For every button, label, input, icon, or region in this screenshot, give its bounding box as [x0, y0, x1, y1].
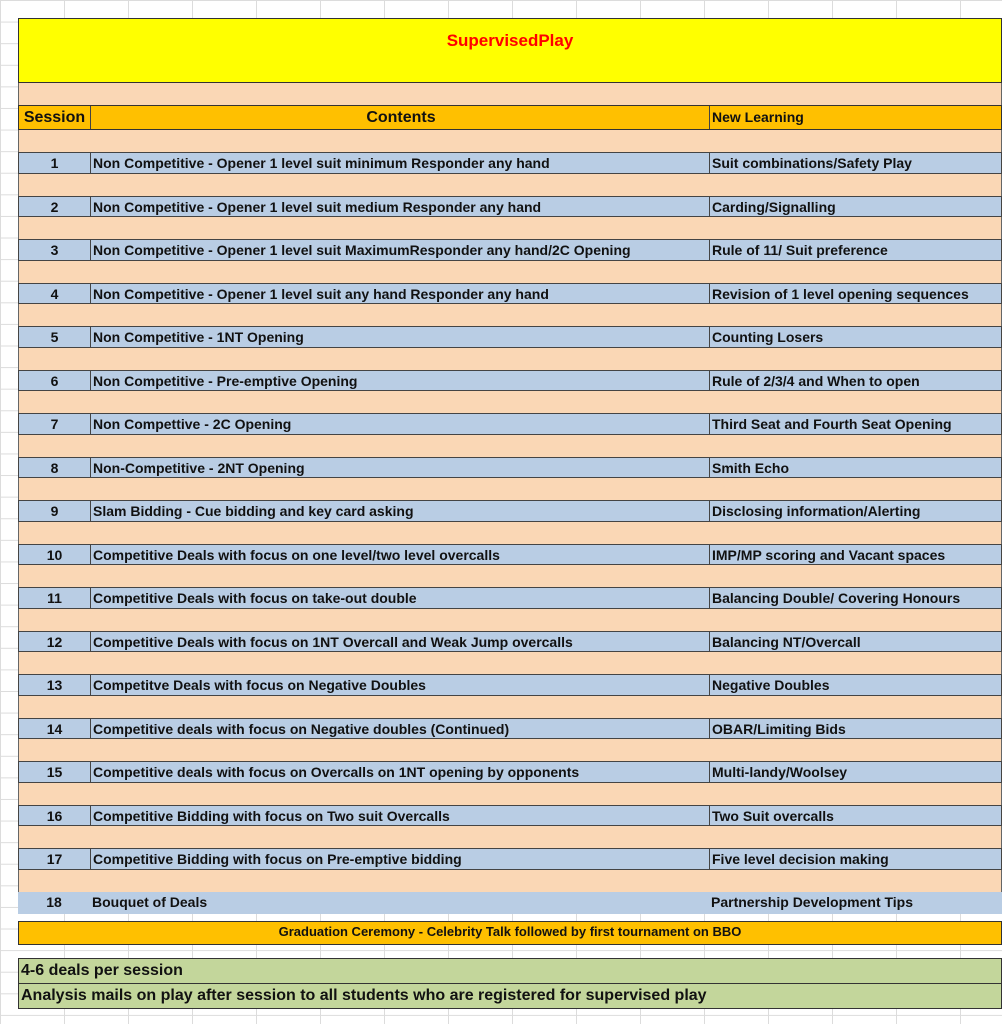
spacer-row[interactable]	[18, 783, 1002, 805]
table-row	[18, 631, 1002, 653]
spacer-row[interactable]	[18, 652, 1002, 674]
table-row	[18, 152, 1002, 174]
session-contents[interactable]: Non Competitive - Opener 1 level suit MaximumResponder any hand/2C Opening	[91, 240, 710, 260]
session-number[interactable]: 7	[19, 414, 91, 434]
session-new-learning[interactable]: Two Suit overcalls	[712, 807, 834, 824]
session-new-learning[interactable]: Balancing Double/ Covering Honours	[712, 590, 961, 606]
session-new-learning[interactable]: IMP/MP scoring and Vacant spaces	[712, 546, 946, 563]
session-number[interactable]: 17	[19, 849, 91, 869]
session-new-learning[interactable]: Five level decision making	[712, 851, 889, 867]
spacer-row[interactable]	[18, 348, 1002, 370]
session-new-learning[interactable]: Partnership Development Tips	[711, 893, 914, 910]
table-row	[18, 761, 1002, 783]
table-row	[18, 457, 1002, 479]
session-contents[interactable]: Non Competitive - Pre-emptive Opening	[91, 371, 710, 391]
session-contents[interactable]: Competitive Deals with focus on take-out double	[91, 588, 710, 608]
session-rows	[18, 130, 1002, 870]
session-number[interactable]: 4	[19, 284, 91, 304]
spacer-row[interactable]	[18, 696, 1002, 718]
session-number[interactable]: 14	[19, 719, 91, 739]
header-session[interactable]: Session	[19, 106, 91, 129]
spacer-row[interactable]	[18, 609, 1002, 631]
session-contents[interactable]: Non Competitive - Opener 1 level suit medium Responder any hand	[91, 197, 710, 217]
table-row	[18, 413, 1002, 435]
session-number[interactable]: 1	[19, 153, 91, 173]
header-contents[interactable]: Contents	[91, 106, 710, 129]
session-number[interactable]: 18	[46, 893, 62, 910]
spacer-row[interactable]	[18, 870, 1002, 892]
session-contents[interactable]: Competitive Bidding with focus on Pre-emptive bidding	[91, 849, 710, 869]
session-contents[interactable]: Non Compettive - 2C Opening	[91, 414, 710, 434]
session-number[interactable]: 10	[19, 545, 91, 565]
table-row	[18, 500, 1002, 522]
spreadsheet	[18, 18, 1002, 1009]
spacer-row[interactable]	[18, 522, 1002, 544]
session-contents[interactable]: Competitive Deals with focus on one level/two level overcalls	[91, 545, 710, 565]
spacer-row[interactable]	[18, 217, 1002, 239]
session-new-learning[interactable]: Multi-landy/Woolsey	[712, 764, 848, 780]
session-number[interactable]: 3	[19, 240, 91, 260]
table-row	[18, 326, 1002, 348]
spacer-row[interactable]	[18, 739, 1002, 761]
table-row	[18, 718, 1002, 740]
session-new-learning[interactable]: Counting Losers	[712, 329, 824, 345]
table-row	[18, 674, 1002, 696]
session-number[interactable]: 15	[19, 762, 91, 782]
session-contents[interactable]: Competitve Deals with focus on Negative Doubles	[91, 675, 710, 695]
table-row	[18, 848, 1002, 870]
title-block[interactable]	[18, 18, 1002, 83]
session-contents[interactable]: Non Competitive - 1NT Opening	[91, 327, 710, 347]
session-number[interactable]: 9	[19, 501, 91, 521]
session-new-learning[interactable]: Carding/Signalling	[712, 198, 836, 215]
session-new-learning[interactable]: OBAR/Limiting Bids	[712, 720, 846, 737]
spacer-row[interactable]	[18, 83, 1002, 105]
spacer-row[interactable]	[18, 435, 1002, 457]
session-number[interactable]: 12	[19, 632, 91, 652]
session-contents[interactable]: Competitive Bidding with focus on Two suit Overcalls	[91, 806, 710, 826]
note-line[interactable]: Analysis mails on play after session to all students who are registered for supervised play	[19, 983, 1001, 1008]
spacer-row[interactable]	[18, 826, 1002, 848]
table-row	[18, 544, 1002, 566]
session-contents[interactable]: Non Competitive - Opener 1 level suit minimum Responder any hand	[91, 153, 710, 173]
session-contents[interactable]: Competitive deals with focus on Overcalls on 1NT opening by opponents	[91, 762, 710, 782]
note-line[interactable]: 4-6 deals per session	[21, 961, 183, 979]
session-new-learning[interactable]: Balancing NT/Overcall	[712, 633, 861, 650]
table-row	[18, 239, 1002, 261]
session-new-learning[interactable]: Rule of 2/3/4 and When to open	[712, 372, 920, 389]
page-title: SupervisedPlay	[446, 31, 574, 50]
session-contents[interactable]: Bouquet of Deals	[92, 893, 208, 910]
session-contents[interactable]: Competitive Deals with focus on 1NT Overcall and Weak Jump overcalls	[91, 632, 710, 652]
session-number[interactable]: 16	[19, 806, 91, 826]
table-row	[18, 805, 1002, 827]
session-number[interactable]: 8	[19, 458, 91, 478]
session-new-learning[interactable]: Disclosing information/Alerting	[712, 503, 921, 519]
session-number[interactable]: 11	[19, 588, 91, 608]
session-number[interactable]: 6	[19, 371, 91, 391]
session-number[interactable]: 2	[19, 197, 91, 217]
session-contents[interactable]: Slam Bidding - Cue bidding and key card asking	[91, 501, 710, 521]
session-new-learning[interactable]: Third Seat and Fourth Seat Opening	[712, 416, 952, 432]
spacer-row[interactable]	[18, 130, 1002, 152]
spacer-row[interactable]	[18, 565, 1002, 587]
session-contents[interactable]: Non-Competitive - 2NT Opening	[91, 458, 710, 478]
spacer-row[interactable]	[18, 261, 1002, 283]
session-contents[interactable]: Competitive deals with focus on Negative doubles (Continued)	[91, 719, 710, 739]
session-new-learning[interactable]: Rule of 11/ Suit preference	[712, 242, 888, 258]
table-row-final	[18, 892, 1002, 914]
session-number[interactable]: 13	[19, 675, 91, 695]
table-row	[18, 283, 1002, 305]
table-row	[18, 587, 1002, 609]
header-row	[18, 105, 1002, 130]
header-new-learning[interactable]: New Learning	[712, 109, 804, 125]
table-row	[18, 370, 1002, 392]
session-contents[interactable]: Non Competitive - Opener 1 level suit any hand Responder any hand	[91, 284, 710, 304]
session-new-learning[interactable]: Suit combinations/Safety Play	[712, 155, 912, 171]
session-new-learning[interactable]: Negative Doubles	[712, 677, 830, 693]
session-new-learning[interactable]: Revision of 1 level opening sequences	[712, 285, 969, 302]
spacer-row[interactable]	[18, 304, 1002, 326]
graduation-banner[interactable]: Graduation Ceremony - Celebrity Talk followed by first tournament on BBO	[18, 921, 1002, 945]
notes-block	[18, 958, 1002, 1009]
spacer-row[interactable]	[18, 391, 1002, 413]
spacer-row[interactable]	[18, 174, 1002, 196]
session-number[interactable]: 5	[19, 327, 91, 347]
spacer-row[interactable]	[18, 478, 1002, 500]
table-row	[18, 196, 1002, 218]
session-new-learning[interactable]: Smith Echo	[712, 459, 790, 476]
